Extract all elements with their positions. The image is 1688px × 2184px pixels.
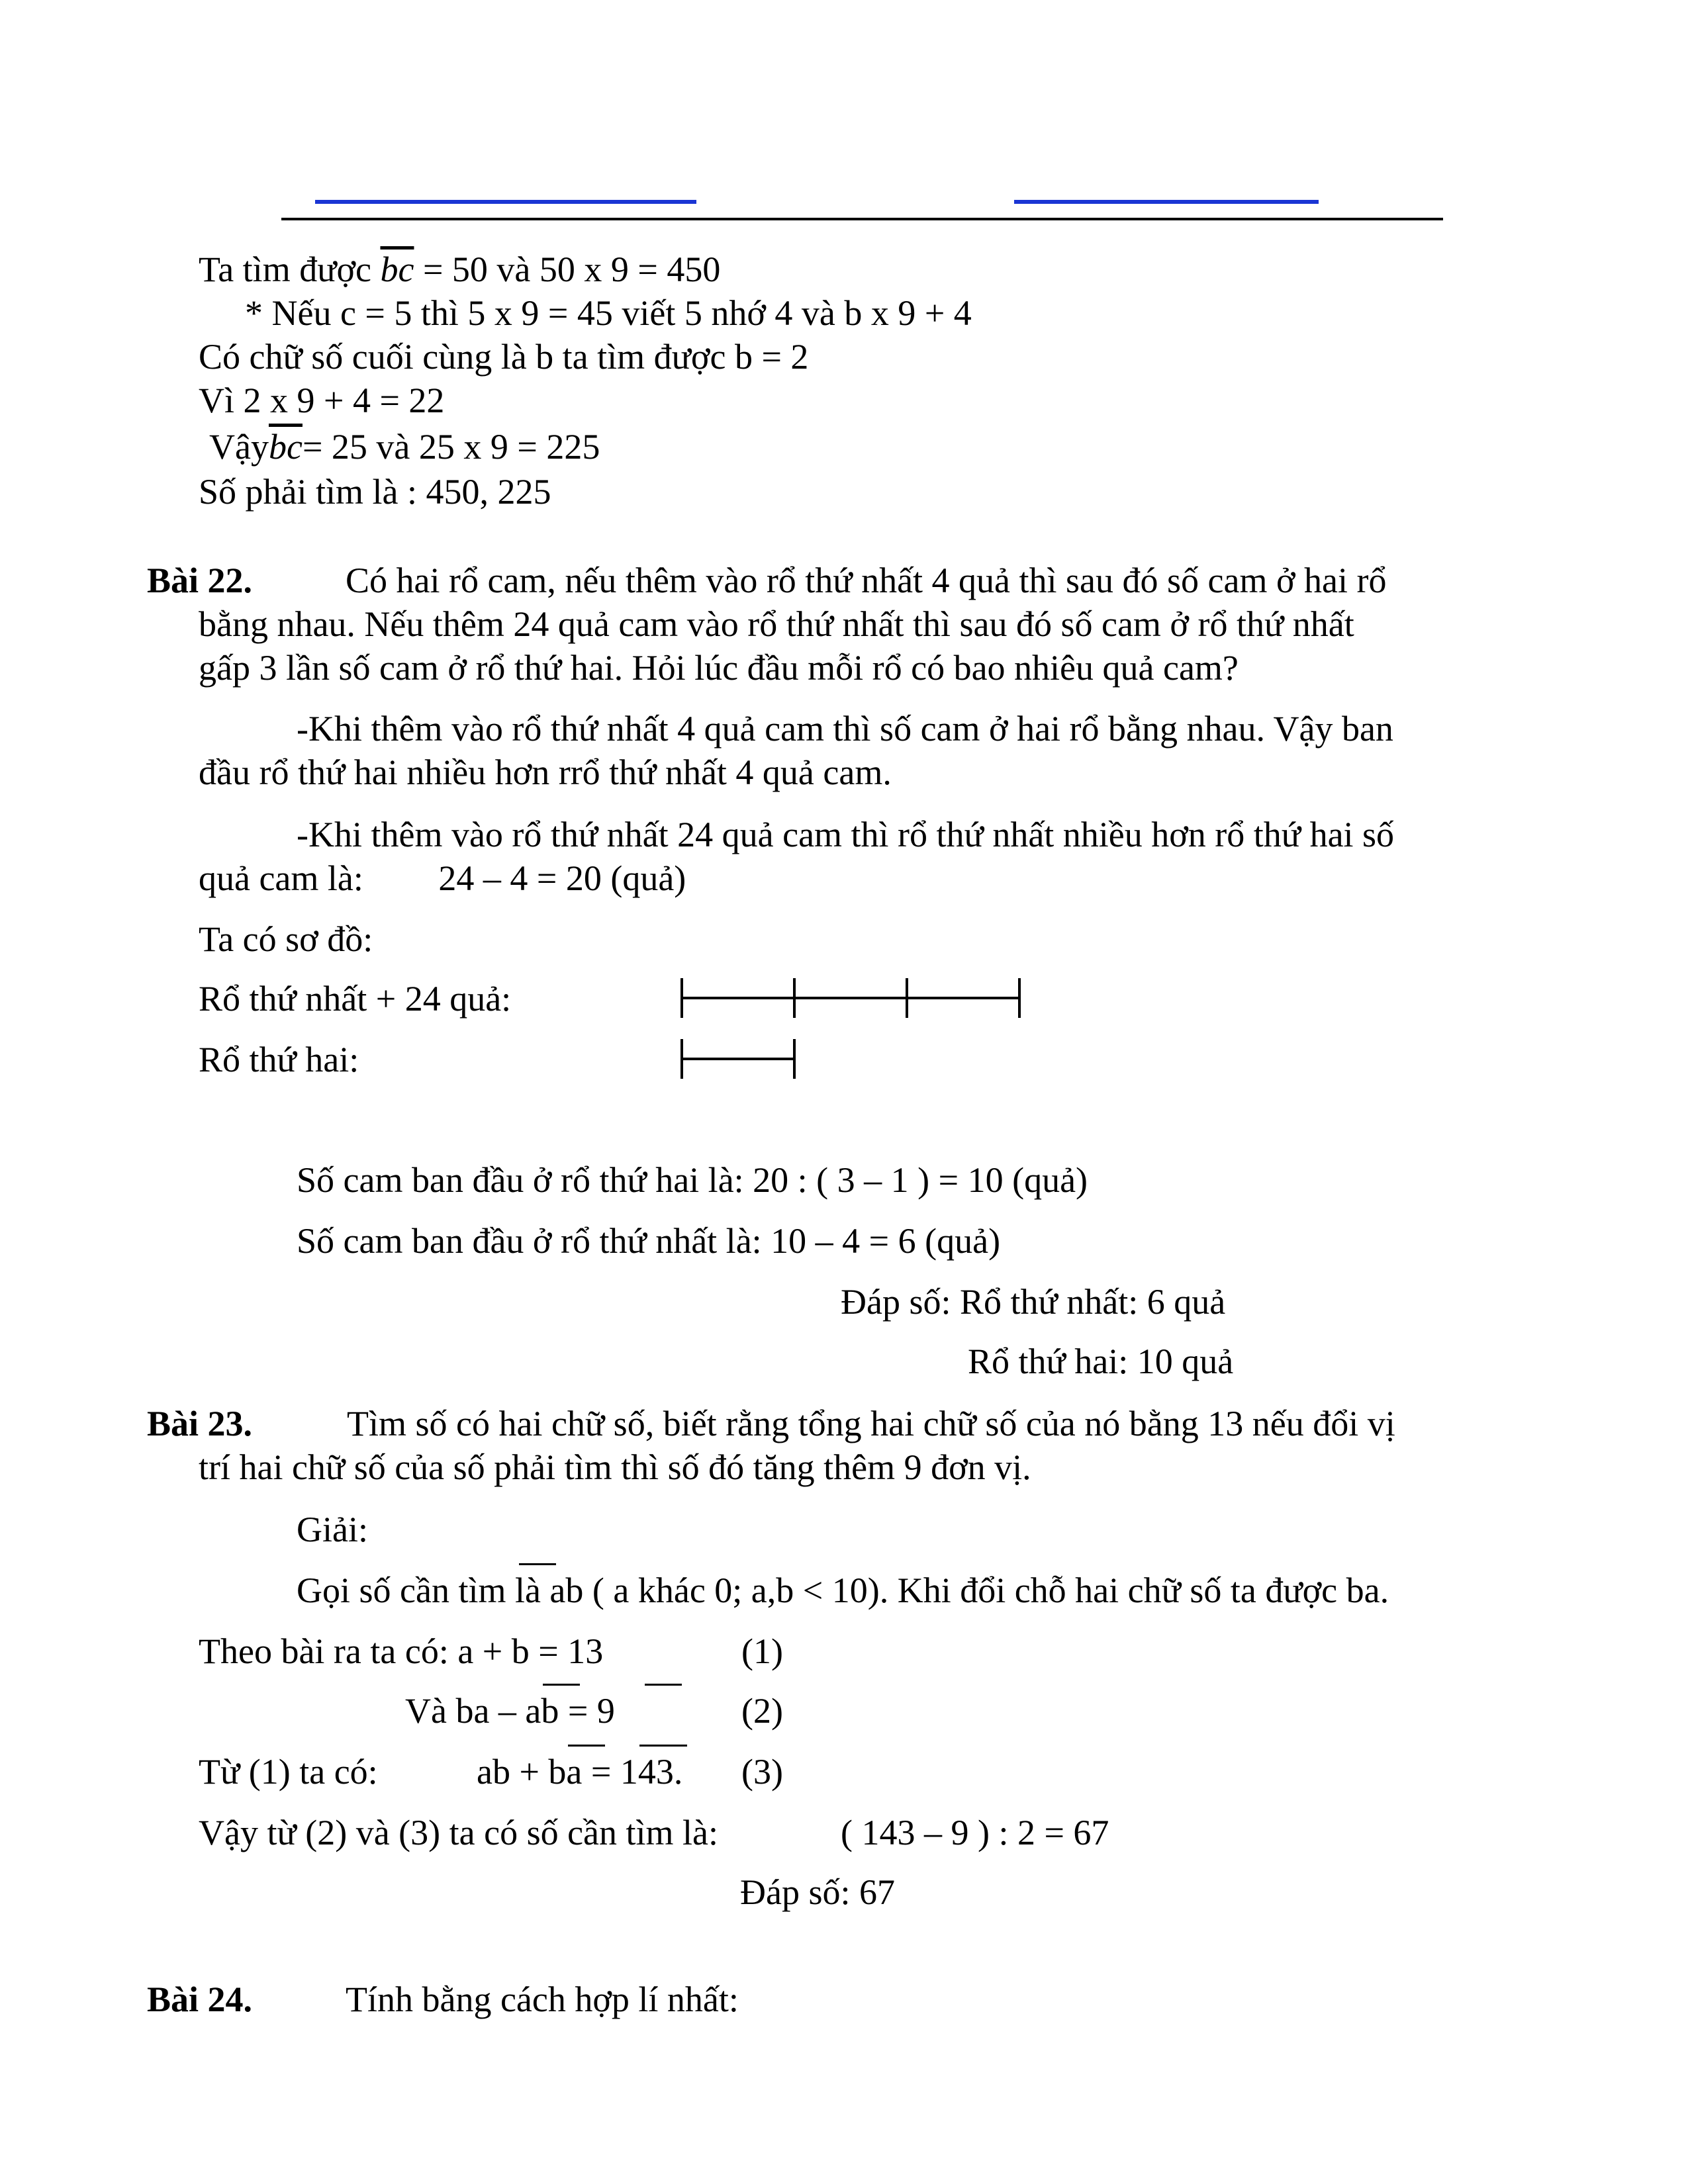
overline-mark [639, 1745, 687, 1747]
bai22-problem-line-2: bằng nhau. Nếu thêm 24 quả cam vào rổ thứ nhất thì sau đó số cam ở rổ thứ nhất [199, 604, 1354, 644]
intro-line-4: Vì 2 x 9 + 4 = 22 [199, 381, 445, 420]
bai22-solution-2b: quả cam là: 24 – 4 = 20 (quả) [199, 858, 686, 898]
bai23-eq-2: Và ba – ab = 9 [405, 1691, 615, 1731]
bai24-label: Bài 24. [147, 1979, 253, 2019]
header-link-underline-right[interactable] [1014, 200, 1319, 204]
bai23-eq-1-num: (1) [741, 1631, 783, 1671]
diagram-row2-label: Rổ thứ hai: [199, 1040, 359, 1079]
overline-mark [645, 1684, 682, 1686]
diagram-row1-label: Rổ thứ nhất + 24 quả: [199, 979, 512, 1019]
bai23-eq-3-num: (3) [741, 1752, 783, 1792]
bai22-answer-1: Đáp số: Rổ thứ nhất: 6 quả [841, 1282, 1226, 1322]
intro-line-5: $Vậy\overline{bc}= 25$ và 25 x 9 = 225 [209, 427, 600, 467]
bai23-eq-2-num: (2) [741, 1691, 783, 1731]
bai23-answer: Đáp số: 67 [740, 1872, 895, 1912]
bai22-label: Bài 22. [147, 561, 253, 600]
bai23-problem-line-1: Tìm số có hai chữ số, biết rằng tổng hai chữ số của nó bằng 13 nếu đổi vị [347, 1404, 1395, 1443]
bai23-label: Bài 23. [147, 1404, 253, 1443]
overline-mark [568, 1745, 605, 1747]
bai23-eq-3: ab + ba = 143. [477, 1752, 683, 1792]
bai24-problem-line-1: Tính bằng cách hợp lí nhất: [346, 1979, 739, 2019]
bai22-solution-1b: đầu rổ thứ hai nhiều hơn rrổ thứ nhất 4 quả cam. [199, 752, 892, 792]
bai22-calc-2: Số cam ban đầu ở rổ thứ nhất là: 10 – 4 = 6 (quả) [297, 1221, 1001, 1261]
bai23-eq-4-calc: ( 143 – 9 ) : 2 = 67 [841, 1813, 1109, 1852]
header-rule [281, 218, 1443, 220]
bai22-problem-line-3: gấp 3 lần số cam ở rổ thứ hai. Hỏi lúc đầu mỗi rổ có bao nhiêu quả cam? [199, 648, 1239, 688]
bai22-solution-1a: -Khi thêm vào rổ thứ nhất 4 quả cam thì số cam ở hai rổ bằng nhau. Vậy ban [297, 709, 1393, 749]
bai23-eq-4: Vậy từ (2) và (3) ta có số cần tìm là: [199, 1813, 719, 1852]
diagram-intro: Ta có sơ đồ: [199, 919, 373, 959]
overline-mark [543, 1684, 580, 1686]
intro-line-2: * Nếu c = 5 thì 5 x 9 = 45 viết 5 nhớ 4 và b x 9 + 4 [245, 293, 972, 333]
bai22-solution-2a: -Khi thêm vào rổ thứ nhất 24 quả cam thì rổ thứ nhất nhiều hơn rổ thứ hai số [297, 815, 1395, 854]
header-link-underline-left[interactable] [315, 200, 696, 204]
bai23-line-1: Gọi số cần tìm là ab ( a khác 0; a,b < 10). Khi đổi chỗ hai chữ số ta được ba. [297, 1570, 1389, 1610]
segment-diagram [669, 960, 1039, 1092]
intro-line-6: Số phải tìm là : 450, 225 [199, 472, 551, 512]
bai23-problem-line-2: trí hai chữ số của số phải tìm thì số đó tăng thêm 9 đơn vị. [199, 1447, 1031, 1487]
intro-line-3: Có chữ số cuối cùng là b ta tìm được b = 2 [199, 337, 809, 377]
bai23-giai: Giải: [297, 1510, 368, 1549]
intro-line-1: Ta tìm được $\overline{bc} = 50$ và 50 x 9 = 450 [199, 250, 721, 289]
bai23-eq-3-label: Từ (1) ta có: [199, 1752, 378, 1792]
bai22-problem-line-1: Có hai rổ cam, nếu thêm vào rổ thứ nhất 4 quả thì sau đó số cam ở hai rổ [346, 561, 1387, 600]
overline-bc: $\overline{bc}$ [268, 427, 303, 467]
diagram-row1 [682, 978, 1019, 1018]
bai22-answer-2: Rổ thứ hai: 10 quả [968, 1342, 1234, 1381]
overline-bc: $\overline{bc}$ [380, 250, 414, 289]
overline-mark [519, 1563, 556, 1565]
diagram-row2 [682, 1039, 794, 1079]
bai22-calc-1: Số cam ban đầu ở rổ thứ hai là: 20 : ( 3 – 1 ) = 10 (quả) [297, 1160, 1088, 1200]
bai23-eq-1: Theo bài ra ta có: a + b = 13 [199, 1631, 604, 1671]
